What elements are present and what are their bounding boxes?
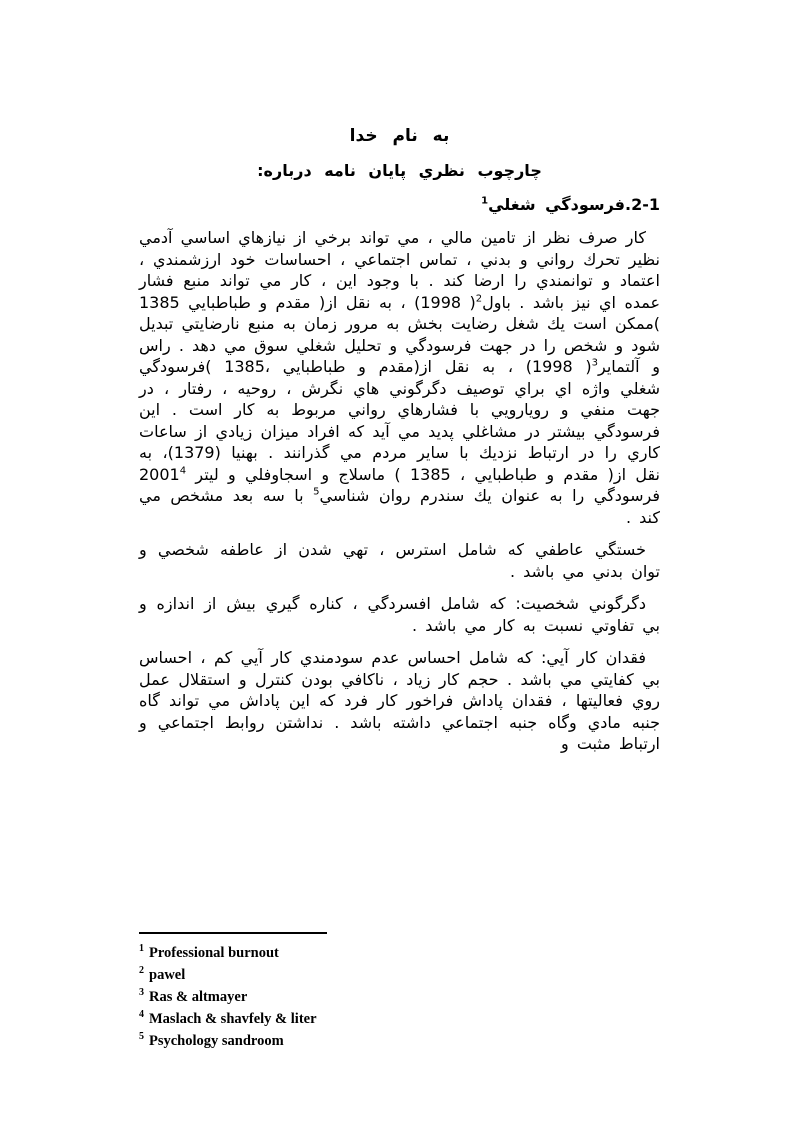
footnote-ref: 3	[591, 357, 599, 369]
footnote-area	[139, 932, 660, 1052]
footnote-item	[139, 942, 660, 964]
footnote-list	[139, 942, 660, 1052]
body-paragraph: فقدان كار آيي: كه شامل احساس عدم سودمندي كار آيي كم ، احساس بي كفايتي مي باشد . حجم كار زياد ، ناكافي بودن كنترل و استقلال عمل روي فعاليتها ، فقدان پاداش فراخور كار فرد كه اين پاداش مي تواند گاه جنبه مادي وگاه جنبه اجتماعي داشته باشد . نداشتن روابط اجتماعي و ارتباط مثبت و	[139, 648, 660, 753]
footnote-ref: 2	[475, 293, 483, 305]
document-content	[139, 126, 660, 755]
section-heading	[139, 195, 660, 214]
body-paragraph: دگرگوني شخصيت: كه شامل افسردگي ، كناره گيري بيش از اندازه و بي تفاوتي نسبت به كار مي باشد .	[139, 594, 660, 635]
footnote-separator	[139, 932, 327, 934]
footnote-text: Ras & altmayer	[149, 989, 248, 1005]
footnote-marker: 1	[139, 943, 144, 955]
footnote-ref-heading: 1	[481, 195, 489, 207]
footnote-marker: 2	[139, 965, 144, 977]
footnote-ref: 4	[179, 465, 187, 477]
document-title: به نام خدا	[349, 126, 450, 146]
footnote-ref: 5	[313, 486, 320, 498]
footnote-text: Psychology sandroom	[149, 1033, 284, 1049]
document-subtitle: چارچوب نظري پايان نامه درباره:	[257, 161, 542, 180]
footnote-text: Maslach & shavfely & liter	[149, 1011, 317, 1027]
footnote-text: Professional burnout	[149, 945, 279, 961]
footnote-text: pawel	[149, 967, 186, 983]
section-heading-text: 2-1.فرسودگي شغلي	[488, 195, 660, 214]
footnote-item	[139, 964, 660, 986]
footnote-marker: 3	[139, 987, 144, 999]
footnote-item	[139, 1008, 660, 1030]
footnote-item	[139, 986, 660, 1008]
footnote-item	[139, 1030, 660, 1052]
footnote-marker: 5	[139, 1031, 144, 1043]
body-paragraph: كار صرف نظر از تامين مالي ، مي تواند برخي از نيازهاي اساسي آدمي نظير تحرك رواني و بدني ، تماس اجتماعي ، احساسات خود ارزشمندي ، اعتماد و توانمندي را ارضا كند . با وجود اين ، كار مي تواند منبع فشار عمده اي نيز باشد . باول$^2$( 1998) ، به نقل از( مقدم و طباطبايي 1385 )ممكن است يك شغل رضايت بخش به مرور زمان به منبع نارضايتي تبديل شود و شخص را در جهت فرسودگي و تحليل شغلي سوق مي دهد . راس و آلتماير$^3$( 1998) ، به نقل از(مقدم و طباطبايي ،1385 )فرسودگي شغلي واژه اي براي توصيف دگرگوني هاي نگرش ، روحيه ، رفتار ، در جهت منفي و رويارويي با فشارهاي رواني مربوط به كار است . اين فرسودگي بيشتر در مشاغلي پديد مي آيد كه افراد ميزان زيادي از ساعات كاري را در ارتباط نزديك با ساير مردم مي گذرانند . بهنيا (1379)، به نقل از( مقدم و طباطبايي ، 1385 ) ماسلاج و اسجاوفلي و ليتر 2001$^4$ فرسودگي را به عنوان يك سندرم روان شناسي$^5$ با سه بعد مشخص مي كند .	[139, 228, 661, 527]
document-body	[139, 227, 660, 755]
body-paragraph: خستگي عاطفي كه شامل استرس ، تهي شدن از عاطفه شخصي و توان بدني مي باشد .	[139, 540, 660, 581]
footnote-marker: 4	[139, 1009, 144, 1021]
